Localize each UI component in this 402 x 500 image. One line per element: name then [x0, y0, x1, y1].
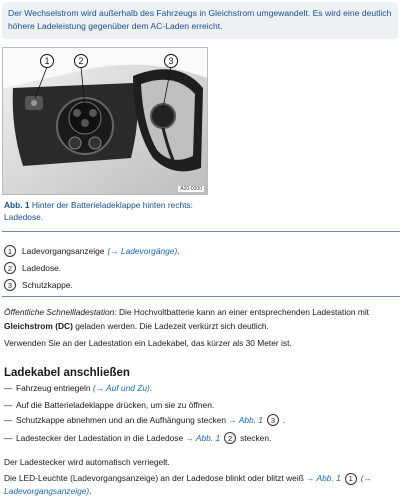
- led-paragraph: [4, 472, 398, 498]
- legend-num: 2: [4, 262, 16, 274]
- legend-text: Schutzkappe.: [22, 280, 73, 290]
- step-num: 2: [224, 432, 236, 444]
- step-num: 3: [267, 414, 279, 426]
- caption-text: Hinter der Batterieladeklappe hinten rechts: Ladedose.: [4, 200, 194, 222]
- figure-id: A20-0300: [180, 186, 202, 192]
- section-heading: Ladekabel anschließen: [4, 367, 130, 379]
- step-item: — Ladestecker der Ladestation in die Ladedose → Abb. 1 2 stecken.: [4, 433, 272, 443]
- callout-2: 2: [74, 54, 88, 68]
- callout-3: 3: [164, 54, 178, 68]
- step-item: — Schutzkappe abnehmen und an die Aufhängung stecken → Abb. 1 3 .: [4, 415, 286, 425]
- legend-text: Ladevorgangsanzeige: [22, 246, 105, 256]
- divider-top: [2, 231, 400, 232]
- step-tail: stecken.: [240, 433, 272, 443]
- caption-label: Abb. 1: [4, 200, 30, 210]
- para-tail: .: [89, 486, 92, 496]
- figure-caption: [4, 199, 214, 223]
- step-item: — Auf die Batterieladeklappe drücken, um sie zu öffnen.: [4, 400, 215, 410]
- step-link[interactable]: (→ Auf und Zu): [92, 383, 150, 393]
- cable-length-paragraph: Verwenden Sie an der Ladestation ein Ladekabel, das kürzer als 30 Meter ist.: [4, 338, 292, 348]
- step-text: Schutzkappe abnehmen und an die Aufhängung stecken: [16, 415, 227, 425]
- legend-item: [4, 244, 180, 258]
- step-text: Fahrzeug entriegeln: [16, 383, 91, 393]
- step-tail: .: [149, 383, 153, 393]
- para-italic: Öffentliche Schnellladestation:: [4, 307, 117, 317]
- legend-num: 1: [4, 245, 16, 257]
- legend-tail: .: [177, 246, 180, 256]
- legend-link[interactable]: (→ Ladevorgänge): [107, 246, 178, 256]
- legend-item: [4, 261, 61, 275]
- legend-text: Ladedose.: [22, 263, 62, 273]
- auto-lock-paragraph: Der Ladestecker wird automatisch verriegelt.: [4, 457, 170, 467]
- para-link[interactable]: → Abb. 1: [306, 473, 341, 483]
- divider-bottom: [2, 296, 400, 297]
- para-text: Die LED-Leuchte (Ladevorgangsanzeige) an der Ladedose blinkt oder blitzt weiß: [4, 473, 307, 483]
- para-link[interactable]: (→ Ladevorgangsanzeige): [4, 473, 372, 496]
- step-item: — Fahrzeug entriegeln (→ Auf und Zu) .: [4, 383, 153, 393]
- fast-charging-paragraph: [4, 305, 398, 333]
- para-text: geladen werden. Die Ladezeit verkürzt sich deutlich.: [72, 321, 269, 331]
- step-text: Ladestecker der Ladestation in die Ladedose: [16, 433, 184, 443]
- step-link[interactable]: → Abb. 1: [185, 433, 221, 443]
- charging-port-figure: [2, 47, 208, 195]
- info-text: Der Wechselstrom wird außerhalb des Fahrzeugs in Gleichstrom umgewandelt. Es wird eine deutlich höhere Ladeleistung gegenüber dem AC-Laden erreicht.: [8, 8, 392, 31]
- charging-port-illustration: [3, 48, 207, 194]
- callout-1: 1: [40, 54, 54, 68]
- para-bold: Gleichstrom (DC): [4, 321, 73, 331]
- step-tail: .: [282, 415, 286, 425]
- step-text: Auf die Batterieladeklappe drücken, um sie zu öffnen.: [16, 400, 215, 410]
- legend-num: 3: [4, 279, 16, 291]
- para-text: Die Hochvoltbatterie kann an einer entsprechenden Ladestation mit: [116, 307, 370, 317]
- step-link[interactable]: → Abb. 1: [228, 415, 263, 425]
- para-num: 1: [345, 473, 357, 485]
- legend-item: [4, 278, 73, 292]
